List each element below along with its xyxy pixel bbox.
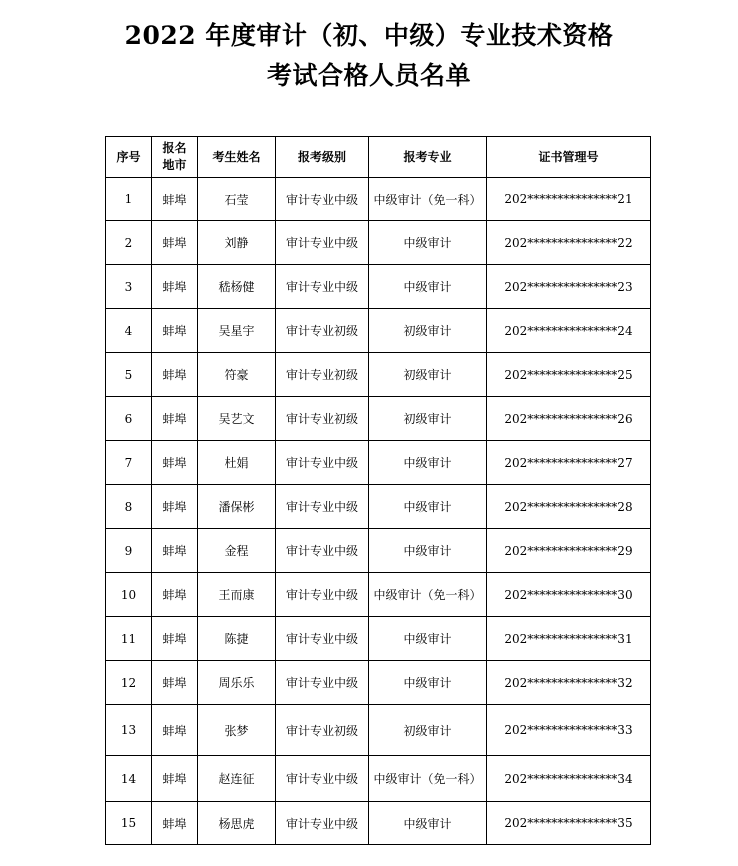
- cell-level: 审计专业中级: [276, 573, 369, 617]
- cell-level: 审计专业中级: [276, 221, 369, 265]
- cell-city: 蚌埠: [152, 617, 198, 661]
- cell-serial: 8: [106, 485, 152, 529]
- table-row: [106, 617, 651, 661]
- cell-city: 蚌埠: [152, 309, 198, 353]
- cell-serial: 6: [106, 397, 152, 441]
- cell-name: 周乐乐: [198, 661, 276, 705]
- header-name: 考生姓名: [198, 137, 276, 178]
- header-serial: 序号: [106, 137, 152, 178]
- cell-city: 蚌埠: [152, 802, 198, 845]
- table-row: [106, 265, 651, 309]
- cell-name: 吴艺文: [198, 397, 276, 441]
- cell-serial: 13: [106, 705, 152, 756]
- cell-cert-no: 202***************33: [487, 705, 651, 756]
- cell-city: 蚌埠: [152, 353, 198, 397]
- cell-serial: 11: [106, 617, 152, 661]
- cell-name: 王而康: [198, 573, 276, 617]
- cell-name: 嵇杨健: [198, 265, 276, 309]
- cell-serial: 9: [106, 529, 152, 573]
- cell-level: 审计专业中级: [276, 178, 369, 221]
- cell-serial: 3: [106, 265, 152, 309]
- cell-city: 蚌埠: [152, 265, 198, 309]
- cell-name: 赵连征: [198, 756, 276, 802]
- cell-city: 蚌埠: [152, 756, 198, 802]
- cell-serial: 10: [106, 573, 152, 617]
- cell-cert-no: 202***************21: [487, 178, 651, 221]
- cell-name: 潘保彬: [198, 485, 276, 529]
- cell-city: 蚌埠: [152, 221, 198, 265]
- cell-name: 杨思虎: [198, 802, 276, 845]
- cell-name: 杜娟: [198, 441, 276, 485]
- cell-level: 审计专业中级: [276, 441, 369, 485]
- cell-major: 中级审计（免一科）: [369, 178, 487, 221]
- table-row: [106, 661, 651, 705]
- cell-serial: 15: [106, 802, 152, 845]
- header-city: 报名地市: [152, 137, 198, 178]
- cell-serial: 2: [106, 221, 152, 265]
- cell-name: 吴星宇: [198, 309, 276, 353]
- cell-name: 陈捷: [198, 617, 276, 661]
- document-title-line-2: 考试合格人员名单: [266, 61, 471, 90]
- table-row: [106, 529, 651, 573]
- cell-cert-no: 202***************34: [487, 756, 651, 802]
- cell-major: 初级审计: [369, 397, 487, 441]
- cell-city: 蚌埠: [152, 573, 198, 617]
- cell-major: 中级审计: [369, 802, 487, 845]
- table-row: [106, 178, 651, 221]
- cell-city: 蚌埠: [152, 178, 198, 221]
- cell-major: 中级审计: [369, 221, 487, 265]
- cell-name: 刘静: [198, 221, 276, 265]
- table-row: [106, 309, 651, 353]
- cell-cert-no: 202***************24: [487, 309, 651, 353]
- cell-city: 蚌埠: [152, 661, 198, 705]
- table-row: [106, 221, 651, 265]
- cell-city: 蚌埠: [152, 441, 198, 485]
- cell-major: 中级审计: [369, 661, 487, 705]
- cell-name: 石莹: [198, 178, 276, 221]
- table-row: [106, 573, 651, 617]
- cell-name: 张梦: [198, 705, 276, 756]
- cell-cert-no: 202***************23: [487, 265, 651, 309]
- cell-cert-no: 202***************26: [487, 397, 651, 441]
- table-row: [106, 756, 651, 802]
- cell-cert-no: 202***************22: [487, 221, 651, 265]
- cell-city: 蚌埠: [152, 705, 198, 756]
- cell-cert-no: 202***************30: [487, 573, 651, 617]
- header-level: 报考级别: [276, 137, 369, 178]
- cell-major: 中级审计: [369, 441, 487, 485]
- cell-level: 审计专业初级: [276, 397, 369, 441]
- cell-level: 审计专业中级: [276, 756, 369, 802]
- cell-major: 初级审计: [369, 353, 487, 397]
- cell-level: 审计专业初级: [276, 353, 369, 397]
- cell-cert-no: 202***************25: [487, 353, 651, 397]
- table-row: [106, 397, 651, 441]
- cell-major: 中级审计: [369, 265, 487, 309]
- cell-cert-no: 202***************27: [487, 441, 651, 485]
- cell-level: 审计专业初级: [276, 705, 369, 756]
- cell-serial: 14: [106, 756, 152, 802]
- cell-city: 蚌埠: [152, 529, 198, 573]
- table-row: [106, 485, 651, 529]
- cell-major: 中级审计: [369, 485, 487, 529]
- header-cert-no: 证书管理号: [487, 137, 651, 178]
- table-row: [106, 802, 651, 845]
- cell-serial: 1: [106, 178, 152, 221]
- cell-major: 中级审计: [369, 617, 487, 661]
- cell-major: 初级审计: [369, 309, 487, 353]
- cell-level: 审计专业初级: [276, 309, 369, 353]
- cell-major: 中级审计（免一科）: [369, 756, 487, 802]
- cell-cert-no: 202***************28: [487, 485, 651, 529]
- cell-level: 审计专业中级: [276, 617, 369, 661]
- document-title-line-1: 2022 年度审计（初、中级）专业技术资格: [124, 21, 614, 50]
- cell-serial: 7: [106, 441, 152, 485]
- cell-cert-no: 202***************31: [487, 617, 651, 661]
- cell-level: 审计专业中级: [276, 802, 369, 845]
- cell-serial: 4: [106, 309, 152, 353]
- table-header-row: [106, 137, 651, 178]
- cell-major: 初级审计: [369, 705, 487, 756]
- cell-cert-no: 202***************35: [487, 802, 651, 845]
- header-major: 报考专业: [369, 137, 487, 178]
- table-row: [106, 441, 651, 485]
- cell-major: 中级审计: [369, 529, 487, 573]
- cell-name: 金程: [198, 529, 276, 573]
- cell-level: 审计专业中级: [276, 529, 369, 573]
- cell-level: 审计专业中级: [276, 265, 369, 309]
- cell-level: 审计专业中级: [276, 485, 369, 529]
- cell-major: 中级审计（免一科）: [369, 573, 487, 617]
- table-body: [106, 178, 651, 845]
- table-row: [106, 353, 651, 397]
- cell-name: 符豪: [198, 353, 276, 397]
- cell-city: 蚌埠: [152, 485, 198, 529]
- cell-city: 蚌埠: [152, 397, 198, 441]
- cell-serial: 12: [106, 661, 152, 705]
- table-row: [106, 705, 651, 756]
- cell-level: 审计专业中级: [276, 661, 369, 705]
- cell-cert-no: 202***************32: [487, 661, 651, 705]
- cell-serial: 5: [106, 353, 152, 397]
- cell-cert-no: 202***************29: [487, 529, 651, 573]
- candidates-table: [105, 136, 651, 845]
